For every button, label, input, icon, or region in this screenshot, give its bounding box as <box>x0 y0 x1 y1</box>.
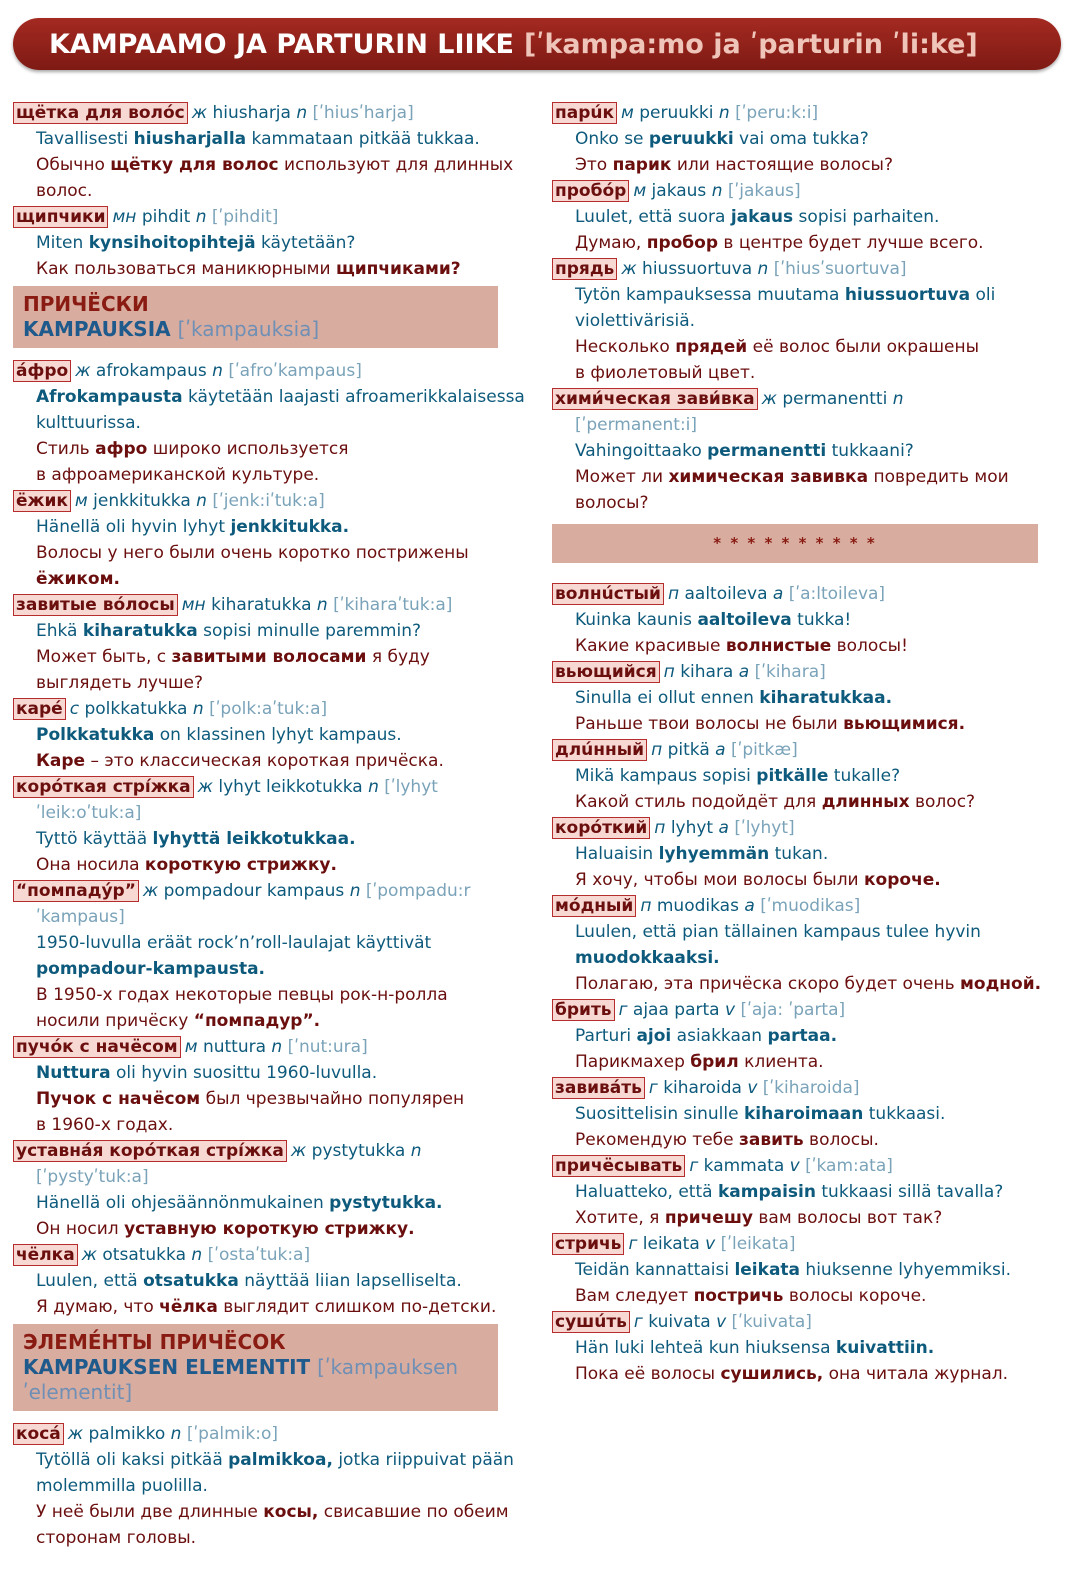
gender-ru: п <box>667 584 680 604</box>
dictionary-entry <box>552 1153 1057 1231</box>
headword-fi: palmikko <box>88 1424 166 1444</box>
headword-fi: leikata <box>642 1234 700 1254</box>
headword-ru: щипчики <box>13 206 108 228</box>
headword-ru: парúк <box>552 102 617 124</box>
example-ru: Волосы у него были очень коротко пострижены <box>36 543 469 563</box>
section-header <box>13 286 498 348</box>
gender-ru: мн <box>181 595 206 615</box>
example-ru: Вам следует постричь волосы короче. <box>575 1286 927 1306</box>
gender-ru: ж <box>621 259 637 279</box>
dictionary-entry <box>552 386 1057 516</box>
headword-ru: стричь <box>552 1233 624 1255</box>
headword-fi: ajaa parta <box>632 1000 720 1020</box>
dictionary-entry <box>552 893 1057 997</box>
example-fi: Hän luki lehteä kun hiuksensa kuivattiin. <box>575 1338 935 1358</box>
gender-ru: п <box>640 896 652 916</box>
gender-fi: v <box>716 1312 727 1332</box>
example-fi: Kuinka kaunis aaltoileva tukka! <box>575 610 852 630</box>
example-ru: носили причёску “помпадур”. <box>36 1011 321 1031</box>
dictionary-entry <box>13 774 528 878</box>
dictionary-entry <box>552 581 1057 659</box>
example-ru: Пока её волосы сушились, она читала журнал. <box>575 1364 1009 1384</box>
entry-headword-line <box>13 1421 528 1447</box>
entry-headword-line <box>552 100 1057 126</box>
headword-ru: причёсывать <box>552 1155 685 1177</box>
headword-fi: hiussuortuva <box>642 259 753 279</box>
headword-fi: jenkkitukka <box>93 491 191 511</box>
pronunciation: ʹleik:oʹtuk:a] <box>36 803 142 823</box>
pronunciation: [ʹpompadu:r <box>365 881 471 901</box>
headword-fi: afrokampaus <box>95 361 207 381</box>
gender-fi: n <box>368 777 379 797</box>
gender-fi: a <box>718 818 729 838</box>
example-fi: Hänellä oli hyvin lyhyt jenkkitukka. <box>36 517 350 537</box>
example-fi: violettivärisiä. <box>575 311 696 331</box>
headword-ru: косá <box>13 1423 64 1445</box>
example-ru: Думаю, пробор в центре будет лучше всего. <box>575 233 984 253</box>
example-ru: сторонам головы. <box>36 1528 197 1548</box>
example-ru: Может ли химическая завивка повредить мои <box>575 467 1009 487</box>
pronunciation: [ʹperu:k:i] <box>735 103 819 123</box>
headword-fi: nuttura <box>202 1037 266 1057</box>
example-ru: У неё были две длинные косы, свисавшие по обеим <box>36 1502 509 1522</box>
headword-ru: “помпадýр” <box>13 880 139 902</box>
entry-group <box>13 1421 528 1551</box>
gender-ru: ж <box>290 1141 307 1161</box>
entry-headword-line <box>552 1231 1057 1257</box>
entry-headword-line <box>13 696 528 722</box>
example-ru: Несколько прядей её волос были окрашены <box>575 337 980 357</box>
entry-headword-line <box>13 878 528 904</box>
gender-fi: n <box>316 595 328 615</box>
dictionary-entry <box>552 815 1057 893</box>
headword-ru: корóткий <box>552 817 650 839</box>
pronunciation: [ʹkiharoida] <box>762 1078 860 1098</box>
headword-fi: kammata <box>703 1156 785 1176</box>
pronunciation: [ʹafroʹkampaus] <box>228 361 362 381</box>
example-ru: Она носила короткую стрижку. <box>36 855 337 875</box>
pronunciation: [ʹkuivata] <box>731 1312 812 1332</box>
entry-headword-line <box>13 1242 528 1268</box>
entry-headword-line <box>552 1075 1057 1101</box>
dictionary-entry <box>552 1309 1057 1387</box>
example-ru: Каре – это классическая короткая причёска. <box>36 751 444 771</box>
gender-fi: v <box>789 1156 800 1176</box>
headword-fi: permanentti <box>782 389 888 409</box>
headword-fi: kiharatukka <box>211 595 312 615</box>
gender-ru: ж <box>191 103 208 123</box>
gender-ru: мн <box>112 207 137 227</box>
dictionary-entry <box>13 878 528 1034</box>
headword-ru: áфро <box>13 360 71 382</box>
example-ru: Это парик или настоящие волосы? <box>575 155 894 175</box>
dictionary-entry <box>552 997 1057 1075</box>
example-ru: Он носил уставную короткую стрижку. <box>36 1219 415 1239</box>
gender-ru: м <box>633 181 647 201</box>
example-ru: Хотите, я причешу вам волосы вот так? <box>575 1208 943 1228</box>
headword-fi: hiusharja <box>212 103 291 123</box>
example-fi: molemmilla puolilla. <box>36 1476 208 1496</box>
gender-ru: п <box>654 818 666 838</box>
headword-fi: lyhyt leikkotukka <box>218 777 363 797</box>
example-fi: Ehkä kiharatukka sopisi minulle paremmin? <box>36 621 421 641</box>
entry-group <box>13 358 528 1320</box>
pronunciation: [ʹkam:ata] <box>805 1156 893 1176</box>
example-fi: Luulet, että suora jakaus sopisi parhaiten. <box>575 207 940 227</box>
gender-fi: n <box>192 699 204 719</box>
entry-headword-line <box>552 997 1057 1023</box>
gender-ru: ж <box>81 1245 97 1265</box>
pronunciation: [ʹmuodikas] <box>760 896 861 916</box>
entry-headword-line <box>13 774 528 800</box>
example-ru: Рекомендую тебе завить волосы. <box>575 1130 879 1150</box>
example-fi: Mikä kampaus sopisi pitkälle tukalle? <box>575 766 901 786</box>
pronunciation: [ʹjenk:iʹtuk:a] <box>212 491 325 511</box>
headword-ru: мóдный <box>552 895 636 917</box>
pronunciation: [ʹlyhyt] <box>734 818 795 838</box>
example-fi: Haluatteko, että kampaisin tukkaasi sillä tavalla? <box>575 1182 1004 1202</box>
entry-headword-line <box>13 488 528 514</box>
gender-ru: ж <box>75 361 91 381</box>
example-fi: Onko se peruukki vai oma tukka? <box>575 129 869 149</box>
example-fi: 1950-luvulla eräät rock’n’roll-laulajat käyttivät <box>36 933 432 953</box>
gender-fi: n <box>195 207 207 227</box>
headword-fi: otsatukka <box>102 1245 186 1265</box>
gender-ru: г <box>633 1312 643 1332</box>
gender-ru: г <box>648 1078 658 1098</box>
dictionary-entry <box>552 256 1057 386</box>
pronunciation-continued <box>552 412 1057 438</box>
gender-fi: n <box>212 361 223 381</box>
headword-ru: сушúть <box>552 1311 630 1333</box>
entry-group <box>13 100 528 282</box>
headword-ru: волнúстый <box>552 583 664 605</box>
headword-fi: pihdit <box>141 207 191 227</box>
gender-ru: п <box>663 662 675 682</box>
pronunciation: [ʹlyhyt <box>384 777 438 797</box>
headword-ru: карé <box>13 698 66 720</box>
dictionary-entry <box>552 659 1057 737</box>
page-title: KAMPAAMO JA PARTURIN LIIKE <box>49 28 514 60</box>
example-ru: Какие красивые волнистые волосы! <box>575 636 908 656</box>
dictionary-entry <box>552 1231 1057 1309</box>
pronunciation: [ʹkiharaʹtuk:a] <box>333 595 453 615</box>
title-banner <box>13 18 1061 70</box>
headword-ru: брить <box>552 999 615 1021</box>
example-ru: ёжиком. <box>36 569 120 589</box>
headword-fi: lyhyt <box>670 818 714 838</box>
dictionary-entry <box>13 100 528 204</box>
entry-headword-line <box>552 659 1057 685</box>
headword-fi: polkkatukka <box>84 699 188 719</box>
headword-ru: длúнный <box>552 739 647 761</box>
pronunciation: [ʹjakaus] <box>727 181 801 201</box>
dictionary-entry <box>13 1138 528 1242</box>
dictionary-entry <box>13 696 528 774</box>
headword-ru: пробóр <box>552 180 629 202</box>
dictionary-entry <box>552 1075 1057 1153</box>
gender-ru: м <box>184 1037 198 1057</box>
example-fi: Nuttura oli hyvin suosittu 1960-luvulla. <box>36 1063 378 1083</box>
entry-headword-line <box>552 815 1057 841</box>
entry-headword-line <box>552 893 1057 919</box>
entry-headword-line <box>552 1309 1057 1335</box>
pronunciation: [ʹpalmik:o] <box>186 1424 278 1444</box>
headword-fi: muodikas <box>656 896 739 916</box>
example-ru: в 1960-х годах. <box>36 1115 174 1135</box>
headword-fi: aaltoileva <box>684 584 768 604</box>
example-ru: выглядеть лучше? <box>36 673 204 693</box>
entry-headword-line <box>13 592 528 618</box>
entry-headword-line <box>552 581 1057 607</box>
pronunciation: [ʹhiusʹharja] <box>312 103 414 123</box>
example-ru: Какой стиль подойдёт для длинных волос? <box>575 792 976 812</box>
separator-stars: * * * * * * * * * * <box>552 524 1038 563</box>
entry-headword-line <box>13 100 528 126</box>
example-ru: Раньше твои волосы не были вьющимися. <box>575 714 966 734</box>
dictionary-entry <box>552 178 1057 256</box>
example-fi: kulttuurissa. <box>36 413 141 433</box>
pronunciation-continued <box>13 904 528 930</box>
headword-fi: pompadour kampaus <box>163 881 345 901</box>
pronunciation: [ʹleikata] <box>720 1234 796 1254</box>
headword-fi: pystytukka <box>311 1141 406 1161</box>
headword-ru: завитые вóлосы <box>13 594 178 616</box>
gender-fi: a <box>744 896 755 916</box>
headword-fi: kuivata <box>648 1312 711 1332</box>
section-title-ru: ЭЛЕМЕ́НТЫ ПРИЧЁСОК <box>23 1330 286 1354</box>
section-title-fi: KAMPAUKSEN ELEMENTIT [ʹkampauksen <box>23 1355 459 1379</box>
example-fi: Tytön kampauksessa muutama hiussuortuva oli <box>575 285 996 305</box>
gender-fi: n <box>271 1037 283 1057</box>
gender-fi: n <box>711 181 723 201</box>
example-fi: Miten kynsihoitopihtejä käytetään? <box>36 233 356 253</box>
gender-fi: a <box>772 584 784 604</box>
example-ru: волосы? <box>575 493 649 513</box>
headword-ru: вьющийся <box>552 661 660 683</box>
pronunciation-continued <box>13 800 528 826</box>
gender-ru: м <box>74 491 88 511</box>
gender-ru: м <box>621 103 634 123</box>
headword-ru: корóткая стрíжка <box>13 776 194 798</box>
gender-fi: a <box>738 662 750 682</box>
example-fi: Teidän kannattaisi leikata hiuksenne lyhyemmiksi. <box>575 1260 1012 1280</box>
section-header <box>13 1324 498 1411</box>
example-ru: Может быть, с завитыми волосами я буду <box>36 647 430 667</box>
gender-fi: n <box>191 1245 203 1265</box>
entry-headword-line <box>13 204 528 230</box>
pronunciation: [ʹpermanent:i] <box>575 415 698 435</box>
headword-fi: jakaus <box>651 181 707 201</box>
gender-ru: г <box>689 1156 699 1176</box>
example-ru: Пучок с начёсом был чрезвычайно популярен <box>36 1089 465 1109</box>
example-ru: Парикмахер брил клиента. <box>575 1052 824 1072</box>
dictionary-entry <box>13 1034 528 1138</box>
headword-ru: прядь <box>552 258 617 280</box>
pronunciation: ʹkampaus] <box>36 907 125 927</box>
pronunciation: [ʹostaʹtuk:a] <box>207 1245 311 1265</box>
pronunciation: [ʹhiusʹsuortuva] <box>773 259 907 279</box>
example-fi: Hänellä oli ohjesäännönmukainen pystytukka. <box>36 1193 443 1213</box>
pronunciation: [ʹnut:ura] <box>287 1037 368 1057</box>
pronunciation: [ʹpystyʹtuk:a] <box>36 1167 149 1187</box>
example-ru: Стиль афро широко используется <box>36 439 349 459</box>
example-fi: Luulen, että otsatukka näyttää liian lapselliselta. <box>36 1271 462 1291</box>
dictionary-entry <box>13 204 528 282</box>
entry-headword-line <box>13 1034 528 1060</box>
entry-headword-line <box>13 1138 528 1164</box>
example-fi: Sinulla ei ollut ennen kiharatukkaa. <box>575 688 893 708</box>
pronunciation: [ʹa:ltoileva] <box>788 584 886 604</box>
example-fi: Haluaisin lyhyemmän tukan. <box>575 844 829 864</box>
gender-fi: n <box>410 1141 422 1161</box>
gender-fi: n <box>196 491 207 511</box>
example-ru: В 1950-х годах некоторые певцы рок-н-ролла <box>36 985 448 1005</box>
entry-headword-line <box>552 737 1057 763</box>
gender-ru: г <box>618 1000 628 1020</box>
entry-group <box>552 100 1057 516</box>
headword-fi: pitkä <box>667 740 710 760</box>
right-column <box>552 100 1057 1387</box>
headword-fi: kihara <box>680 662 734 682</box>
example-ru: в афроамериканской культуре. <box>36 465 320 485</box>
entry-group <box>552 581 1057 1387</box>
headword-ru: щётка для волóс <box>13 102 188 124</box>
example-fi: pompadour-kampausta. <box>36 959 266 979</box>
pronunciation: [ʹkihara] <box>754 662 826 682</box>
gender-ru: ж <box>761 389 777 409</box>
headword-ru: ёжик <box>13 490 71 512</box>
gender-fi: n <box>718 103 730 123</box>
page-title-pronunciation: [ʹkampa:mo ja ʹparturin ʹli:ke] <box>523 28 978 60</box>
gender-fi: n <box>170 1424 182 1444</box>
entry-headword-line <box>552 386 1057 412</box>
example-ru: Я хочу, чтобы мои волосы были короче. <box>575 870 941 890</box>
example-fi: Tavallisesti hiusharjalla kammataan pitkää tukkaa. <box>36 129 480 149</box>
dictionary-entry <box>13 488 528 592</box>
gender-ru: г <box>628 1234 638 1254</box>
gender-fi: n <box>757 259 769 279</box>
left-column <box>13 100 528 1551</box>
example-fi: Tytöllä oli kaksi pitkää palmikkoa, jotka riippuivat pään <box>36 1450 514 1470</box>
entry-headword-line <box>552 256 1057 282</box>
dictionary-entry <box>13 1421 528 1551</box>
headword-ru: чёлка <box>13 1244 78 1266</box>
section-title-ru: ПРИЧЁСКИ <box>23 292 149 316</box>
example-ru: в фиолетовый цвет. <box>575 363 756 383</box>
pronunciation: [ʹpitkæ] <box>730 740 798 760</box>
example-ru: Полагаю, эта причёска скоро будет очень модной. <box>575 974 1042 994</box>
headword-ru: пучóк с начёсом <box>13 1036 181 1058</box>
pronunciation: [ʹaja: ʹparta] <box>740 1000 846 1020</box>
dictionary-entry <box>552 737 1057 815</box>
gender-fi: n <box>296 103 308 123</box>
example-ru: Обычно щётку для волос используют для длинных <box>36 155 514 175</box>
gender-fi: v <box>724 1000 736 1020</box>
headword-ru: завивáть <box>552 1077 645 1099</box>
gender-ru: с <box>69 699 80 719</box>
gender-fi: n <box>349 881 361 901</box>
gender-fi: v <box>747 1078 758 1098</box>
entry-headword-line <box>552 1153 1057 1179</box>
example-fi: Afrokampausta käytetään laajasti afroamerikkalaisessa <box>36 387 525 407</box>
gender-ru: ж <box>142 881 159 901</box>
example-fi: Suosittelisin sinulle kiharoimaan tukkaasi. <box>575 1104 946 1124</box>
example-ru: волос. <box>36 181 93 201</box>
dictionary-entry <box>13 592 528 696</box>
example-fi: Parturi ajoi asiakkaan partaa. <box>575 1026 838 1046</box>
section-title-fi: KAMPAUKSIA [ʹkampauksia] <box>23 317 320 341</box>
example-ru: Как пользоваться маникюрными щипчиками? <box>36 259 461 279</box>
headword-ru: уставнáя корóткая стрíжка <box>13 1140 287 1162</box>
gender-ru: ж <box>197 777 213 797</box>
entry-headword-line <box>552 178 1057 204</box>
pronunciation: [ʹpihdit] <box>211 207 279 227</box>
gender-fi: v <box>705 1234 716 1254</box>
example-fi: muodokkaaksi. <box>575 948 720 968</box>
example-fi: Luulen, että pian tällainen kampaus tulee hyvin <box>575 922 981 942</box>
gender-fi: a <box>715 740 726 760</box>
example-fi: Vahingoittaako permanentti tukkaani? <box>575 441 914 461</box>
example-ru: Я думаю, что чёлка выглядит слишком по-детски. <box>36 1297 497 1317</box>
section-title-pron: ʹelementit] <box>23 1380 133 1404</box>
entry-headword-line <box>13 358 528 384</box>
example-fi: Polkkatukka on klassinen lyhyt kampaus. <box>36 725 402 745</box>
pronunciation-continued <box>13 1164 528 1190</box>
gender-ru: п <box>651 740 663 760</box>
gender-fi: n <box>892 389 904 409</box>
dictionary-entry <box>552 100 1057 178</box>
headword-fi: kiharoida <box>663 1078 742 1098</box>
example-fi: Tyttö käyttää lyhyttä leikkotukkaa. <box>36 829 356 849</box>
headword-ru: хими́ческая зави́вка <box>552 388 758 410</box>
dictionary-entry <box>13 1242 528 1320</box>
pronunciation: [ʹpolk:aʹtuk:a] <box>209 699 328 719</box>
gender-ru: ж <box>67 1424 84 1444</box>
headword-fi: peruukki <box>639 103 714 123</box>
dictionary-entry <box>13 358 528 488</box>
